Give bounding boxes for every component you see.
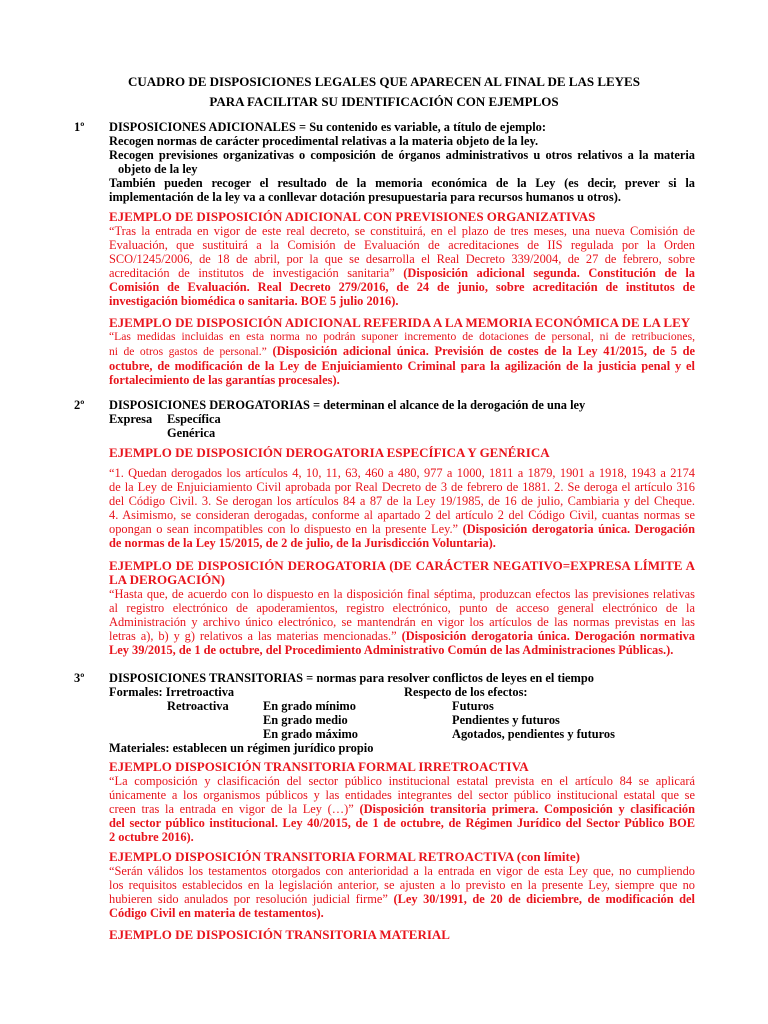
efecto-pendientes: Pendientes y futuros [452, 713, 560, 727]
example-text-line: “1. Quedan derogados los artículos 4, 10, 11, 63, 460 a 480, 977 a 1000, 1811 a 1879, 1901 a 1918, 1943 a 2174 [109, 466, 695, 480]
example-3-3 [109, 928, 695, 942]
document-title-line1: CUADRO DE DISPOSICIONES LEGALES QUE APARECEN AL FINAL DE LAS LEYES [128, 74, 640, 89]
formales-label: Formales: Irretroactiva [109, 685, 235, 699]
example-text-line: únicamente a los organismos públicos y las entidades integrantes del sector público institucional estatal que se [109, 788, 695, 802]
efecto-agotados: Agotados, pendientes y futuros [452, 727, 615, 741]
section-1-heading: DISPOSICIONES ADICIONALES = Su contenido es variable, a título de ejemplo: [109, 120, 546, 134]
grado-maximo-label: En grado máximo [263, 727, 358, 741]
example-heading-cont: LA DEROGACIÓN) [109, 572, 225, 587]
efecto-futuros: Futuros [452, 699, 494, 713]
example-citation-line: Comisión de Evaluación. Real Decreto 279/2016, de 24 de junio, sobre acreditación de institutos de [109, 280, 695, 294]
grado-minimo-label: En grado mínimo [263, 699, 356, 713]
example-heading: EJEMPLO DE DISPOSICIÓN DEROGATORIA ESPECÍFICA Y GENÉRICA [109, 445, 550, 460]
example-citation-line: Ley 39/2015, de 1 de octubre, del Procedimiento Administrativo Común de las Administraciones Públicas.). [109, 643, 674, 657]
example-quote: hubieren sido anulados por resolución judicial firme” [109, 892, 388, 906]
section-1-point-1: Recogen normas de carácter procedimental relativas a la materia objeto de la ley. [109, 134, 539, 148]
example-citation: (Disposición derogatoria única. Derogación [462, 522, 695, 536]
example-text-line [109, 629, 695, 643]
example-text-line: “Serán válidos los testamentos otorgados con anterioridad a la entrada en vigor de esta Ley que, no cumpliendo [109, 864, 695, 878]
example-1-1 [109, 210, 695, 308]
example-text-line: “Las medidas incluidas en esta norma no podrán suponer incremento de dotaciones de personal, ni de retribuciones, [109, 330, 695, 343]
example-citation-line: investigación biomédica o sanitaria. BOE 5 julio 2016). [109, 294, 399, 308]
section-1-point-3b: implementación de la ley va a conllevar dotación presupuestaria para recursos humanos u otros). [109, 190, 621, 204]
example-heading: EJEMPLO DISPOSICIÓN TRANSITORIA FORMAL RETROACTIVA (con límite) [109, 849, 580, 864]
grado-medio-label: En grado medio [263, 713, 348, 727]
example-citation: (Ley 30/1991, de 20 de diciembre, de modificación del [393, 892, 695, 906]
section-number-1: 1º [74, 120, 85, 134]
example-text-line: SCO/1245/2006, de 18 de abril, por la que se desarrolla el Real Decreto 339/2004, de 27 de febrero, sobre [109, 252, 695, 266]
example-quote: letras a), b) y g) relativos a las materias mencionadas.” [109, 629, 397, 643]
example-quote: ni de otros gastos de personal.” [109, 345, 267, 358]
example-text-line: del Código Civil. 3. Se derogan los artículos 84 a 87 de la Ley 19/1985, de 16 de julio, Cambiaria y del Cheque. [109, 494, 695, 508]
materiales-label: Materiales: establecen un régimen jurídico propio [109, 741, 374, 755]
section-3-heading: DISPOSICIONES TRANSITORIAS = normas para resolver conflictos de leyes en el tiempo [109, 671, 594, 685]
generica-label: Genérica [167, 426, 216, 440]
example-text-line: Evaluación, que sustituirá a la Comisión de Evaluación de acreditaciones de IIS regulada por la Orden [109, 238, 695, 252]
example-quote: creen tras la entrada en vigor de la Ley (…)” [109, 802, 354, 816]
example-text-line: Administración y archivo único electrónico, se mantendrán en vigor los artículos de las normas previstas en las [109, 615, 695, 629]
example-citation: (Disposición adicional única. Previsión de costes de la Ley 41/2015, de 5 de [272, 344, 696, 358]
section-1-point-3a: También pueden recoger el resultado de la memoria económica de la Ley (es decir, prever si la [109, 176, 695, 190]
section-number-3: 3º [74, 671, 85, 685]
example-2-2 [109, 559, 695, 657]
example-text-line [109, 892, 695, 906]
example-1-2 [109, 316, 695, 387]
section-2-heading: DISPOSICIONES DEROGATORIAS = determinan el alcance de la derogación de una ley [109, 398, 586, 412]
document-title-line2: PARA FACILITAR SU IDENTIFICACIÓN CON EJEMPLOS [209, 94, 559, 109]
example-heading: EJEMPLO DE DISPOSICIÓN DEROGATORIA (DE CARÁCTER NEGATIVO=EXPRESA LÍMITE A [109, 558, 695, 573]
retroactiva-label: Retroactiva [167, 699, 229, 713]
especifica-label: Específica [167, 412, 221, 426]
example-2-1 [109, 446, 695, 550]
example-citation-line: 2 octubre 2016). [109, 830, 194, 844]
example-heading: EJEMPLO DE DISPOSICIÓN ADICIONAL CON PREVISIONES ORGANIZATIVAS [109, 209, 596, 224]
section-1-block [109, 120, 695, 204]
example-citation: (Disposición transitoria primera. Composición y clasificación [359, 802, 695, 816]
example-3-2 [109, 850, 695, 920]
example-text-line: los requisitos establecidos en la legislación anterior, se ajusten a lo previsto en la presente Ley, siempre que no [109, 878, 695, 892]
section-1-point-2b: objeto de la ley [118, 162, 198, 176]
example-heading: EJEMPLO DISPOSICIÓN TRANSITORIA FORMAL IRRETROACTIVA [109, 759, 529, 774]
example-text-line [109, 522, 695, 536]
example-citation-line: del sector público institucional. Ley 40/2015, de 1 de octubre, de Régimen Jurídico del Sector Público BOE [109, 816, 695, 830]
respecto-efectos-label: Respecto de los efectos: [404, 685, 528, 699]
example-text-line: “Tras la entrada en vigor de este real decreto, se constituirá, en el plazo de tres meses, una nueva Comisión de [109, 224, 695, 238]
example-text-line [109, 344, 695, 359]
example-text-line: al registro electrónico de apoderamientos, registro electrónico, punto de acceso general electrónico de la [109, 601, 695, 615]
example-text-line [109, 266, 695, 280]
example-text-line: de la Ley de Enjuiciamiento Civil aprobada por Real Decreto de 3 de febrero de 1881. 2. Se deroga el artículo 316 [109, 480, 695, 494]
section-1-point-2a: Recogen previsiones organizativas o composición de órganos administrativos u otros relativos a la materia [109, 148, 695, 162]
example-text-line: “La composición y clasificación del sector público institucional estatal prevista en el artículo 84 se aplicará [109, 774, 695, 788]
example-3-1 [109, 760, 695, 844]
example-text-line [109, 802, 695, 816]
example-citation: (Disposición adicional segunda. Constitución de la [403, 266, 695, 280]
example-citation-line: octubre, de modificación de la Ley de Enjuiciamiento Criminal para la agilización de la justicia penal y el [109, 359, 695, 373]
example-citation-line: de normas de la Ley 15/2015, de 2 de julio, de la Jurisdicción Voluntaria). [109, 536, 496, 550]
example-citation-line: fortalecimiento de las garantías procesales). [109, 373, 340, 387]
example-citation: (Disposición derogatoria única. Derogación normativa [401, 629, 695, 643]
example-quote: opongan o sean incompatibles con lo dispuesto en la presente Ley.” [109, 522, 459, 536]
example-citation-line: Código Civil en materia de testamentos). [109, 906, 324, 920]
example-text-line: 4. Asimismo, se consideran derogadas, conforme al apartado 2 del artículo 2 del Código Civil, cuantas normas se [109, 508, 695, 522]
example-heading: EJEMPLO DE DISPOSICIÓN ADICIONAL REFERIDA A LA MEMORIA ECONÓMICA DE LA LEY [109, 315, 691, 330]
example-text-line: “Hasta que, de acuerdo con lo dispuesto en la disposición final séptima, produzcan efectos las previsiones relativas [109, 587, 695, 601]
example-heading: EJEMPLO DE DISPOSICIÓN TRANSITORIA MATERIAL [109, 927, 450, 942]
example-quote: acreditación de institutos de investigación sanitaria” [109, 266, 395, 280]
section-number-2: 2º [74, 398, 85, 412]
expresa-label: Expresa [109, 412, 153, 426]
